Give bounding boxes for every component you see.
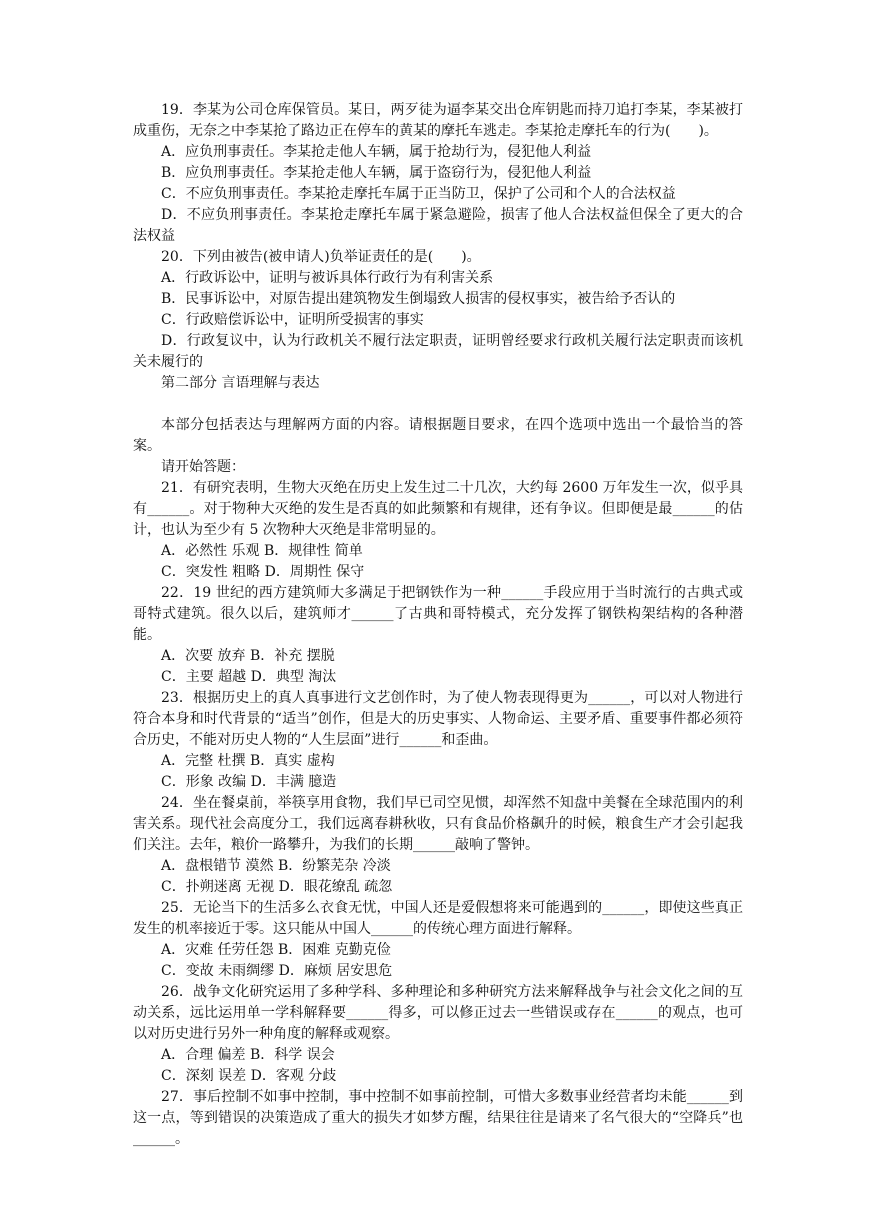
question-26 bbox=[133, 982, 743, 1087]
question-stem: 23．根据历史上的真人真事进行文艺创作时，为了使人物表现得更为______，可以对人物进行符合本身和时代背景的“适当”创作，但是大的历史事实、人物命运、主要矛盾、重要事件都必须符合历史，不能对历史人物的“人生层面”进行______和歪曲。 bbox=[133, 690, 743, 748]
question-24 bbox=[133, 793, 743, 898]
options-cd: C．形象 改编 D．丰满 臆造 bbox=[161, 774, 337, 790]
option-b: B．应负刑事责任。李某抢走他人车辆，属于盗窃行为，侵犯他人利益 bbox=[161, 165, 592, 181]
section-title: 第二部分 言语理解与表达 bbox=[161, 375, 320, 391]
options-ab: A．合理 偏差 B．科学 误会 bbox=[161, 1047, 335, 1063]
options-ab: A．灾难 任劳任怨 B．困难 克勤克俭 bbox=[161, 942, 391, 958]
options-ab: A．必然性 乐观 B．规律性 简单 bbox=[161, 543, 363, 559]
question-25 bbox=[133, 898, 743, 982]
option-a: A．应负刑事责任。李某抢走他人车辆，属于抢劫行为，侵犯他人利益 bbox=[161, 144, 592, 160]
option-d: D．不应负刑事责任。李某抢走摩托车属于紧急避险，损害了他人合法权益但保全了更大的合法权益 bbox=[133, 207, 743, 244]
question-23 bbox=[133, 688, 743, 793]
option-d: D．行政复议中，认为行政机关不履行法定职责，证明曾经要求行政机关履行法定职责而该机关未履行的 bbox=[133, 333, 743, 370]
option-b: B．民事诉讼中，对原告提出建筑物发生倒塌致人损害的侵权事实，被告给予否认的 bbox=[161, 291, 676, 307]
option-a: A．行政诉讼中，证明与被诉具体行政行为有利害关系 bbox=[161, 270, 494, 286]
question-stem: 21．有研究表明，生物大灭绝在历史上发生过二十几次，大约每 2600 万年发生一次，似乎具有______。对于物种大灭绝的发生是否真的如此频繁和有规律，还有争议。但即便是最______的估计，也认为至少有 5 次物种大灭绝是非常明显的。 bbox=[133, 480, 743, 538]
section-intro: 本部分包括表达与理解两方面的内容。请根据题目要求，在四个选项中选出一个最恰当的答案。 bbox=[133, 417, 743, 454]
question-stem: 19．李某为公司仓库保管员。某日，两歹徒为逼李某交出仓库钥匙而持刀追打李某，李某被打成重伤，无奈之中李某抢了路边正在停车的黄某的摩托车逃走。李某抢走摩托车的行为( )。 bbox=[133, 102, 743, 139]
question-stem: 26．战争文化研究运用了多种学科、多种理论和多种研究方法来解释战争与社会文化之间的互动关系，远比运用单一学科解释要______得多，可以修正过去一些错误或存在______的观点，也可以对历史进行另外一种角度的解释或观察。 bbox=[133, 984, 743, 1042]
options-ab: A．次要 放弃 B．补充 摆脱 bbox=[161, 648, 335, 664]
question-stem: 25．无论当下的生活多么衣食无忧，中国人还是爱假想将来可能遇到的______，即使这些真正发生的机率接近于零。这只能从中国人______的传统心理方面进行解释。 bbox=[133, 900, 743, 937]
options-ab: A．盘根错节 漠然 B．纷繁芜杂 冷淡 bbox=[161, 858, 391, 874]
option-c: C．不应负刑事责任。李某抢走摩托车属于正当防卫，保护了公司和个人的合法权益 bbox=[161, 186, 676, 202]
question-27 bbox=[133, 1087, 743, 1150]
options-cd: C．突发性 粗略 D．周期性 保守 bbox=[161, 564, 365, 580]
question-stem: 22．19 世纪的西方建筑师大多满足于把钢铁作为一种______手段应用于当时流行的古典式或哥特式建筑。很久以后，建筑师才______了古典和哥特模式，充分发挥了钢铁构架结构的各种潜能。 bbox=[133, 585, 743, 643]
options-cd: C．扑朔迷离 无视 D．眼花缭乱 疏忽 bbox=[161, 879, 393, 895]
question-20 bbox=[133, 247, 743, 373]
question-stem: 24．坐在餐桌前，举筷享用食物，我们早已司空见惯，却浑然不知盘中美餐在全球范围内的利害关系。现代社会高度分工，我们远离春耕秋收，只有食品价格飙升的时候，粮食生产才会引起我们关注。去年，粮价一路攀升，为我们的长期______敲响了警钟。 bbox=[133, 795, 743, 853]
options-cd: C．深刻 误差 D．客观 分歧 bbox=[161, 1068, 337, 1084]
question-stem: 20．下列由被告(被申请人)负举证责任的是( )。 bbox=[161, 249, 481, 265]
option-c: C．行政赔偿诉讼中，证明所受损害的事实 bbox=[161, 312, 424, 328]
options-ab: A．完整 杜撰 B．真实 虚构 bbox=[161, 753, 335, 769]
section-spacer bbox=[133, 394, 743, 415]
question-21 bbox=[133, 478, 743, 583]
question-19 bbox=[133, 100, 743, 247]
options-cd: C．主要 超越 D．典型 淘汰 bbox=[161, 669, 337, 685]
question-22 bbox=[133, 583, 743, 688]
exam-page bbox=[133, 100, 743, 1150]
section-start: 请开始答题： bbox=[161, 459, 245, 475]
question-stem: 27．事后控制不如事中控制，事中控制不如事前控制，可惜大多数事业经营者均未能______到这一点，等到错误的决策造成了重大的损失才如梦方醒，结果往往是请来了名气很大的“空降兵”也______。 bbox=[133, 1089, 743, 1147]
options-cd: C．变故 未雨绸缪 D．麻烦 居安思危 bbox=[161, 963, 393, 979]
